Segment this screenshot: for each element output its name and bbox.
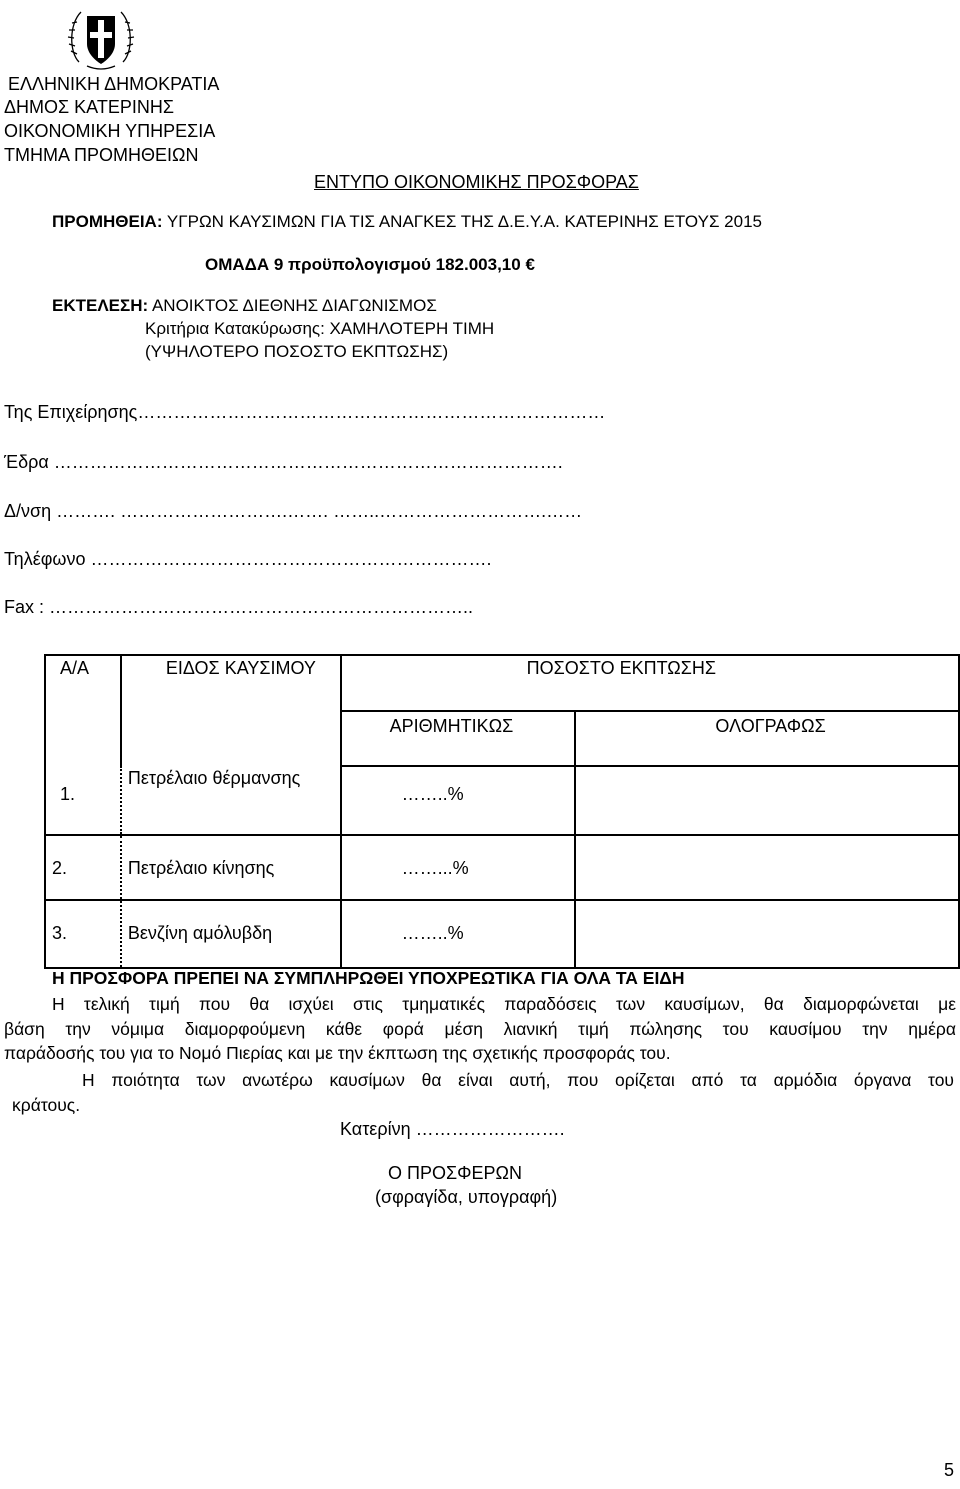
header-cell-in-words: [575, 711, 959, 766]
header-numeric-label: ΑΡΙΘΜΗΤΙΚΩΣ: [389, 716, 514, 736]
row-1-numeric[interactable]: [341, 766, 576, 835]
row-1-fuel-text: Πετρέλαιο θέρμανσης: [127, 768, 301, 788]
procurement-label: ΠΡΟΜΗΘΕΙΑ:: [52, 212, 163, 231]
header-line-procurement-dept: ΤΜΗΜΑ ΠΡΟΜΗΘΕΙΩΝ: [4, 145, 199, 165]
company-fax-label: Fax :: [4, 597, 45, 617]
notice-paragraph-1-line-1: [52, 993, 956, 1015]
page-number: 5: [943, 1460, 954, 1480]
row-3-numeric-text: ……..%: [401, 923, 464, 943]
company-address-label: Δ/νση: [4, 501, 52, 521]
header-in-words-label: ΟΛΟΓΡΑΦΩΣ: [715, 716, 826, 736]
award-criteria: Κριτήρια Κατακύρωσης: ΧΑΜΗΛΟΤΕΡΗ ΤΙΜΗ: [145, 319, 495, 338]
stamp-signature-note: (σφραγίδα, υπογραφή): [375, 1187, 558, 1207]
header-discount-label: ΠΟΣΟΣΤΟ ΕΚΠΤΩΣΗΣ: [526, 658, 716, 678]
company-name-dots: ……………………………………………………………………: [137, 402, 606, 422]
execution-line: [52, 295, 437, 316]
notice-p2-l1: Η ποιότητα των ανωτέρω καυσίμων θα είναι αυτή, που ορίζεται από τα αρμόδια όργανα του: [82, 1070, 954, 1090]
header-line-finance-service: ΟΙΚΟΝΟΜΙΚΗ ΥΠΗΡΕΣΙΑ: [4, 121, 216, 141]
header-aa-label: Α/Α: [60, 658, 90, 678]
header-cell-fuel-type: [121, 655, 341, 766]
row-3-fuel: [121, 900, 341, 968]
row-2-aa: [45, 835, 121, 900]
group-budget: ΟΜΑΔΑ 9 προϋπολογισμού 182.003,10 €: [205, 255, 535, 274]
procurement-value: ΥΓΡΩΝ ΚΑΥΣΙΜΩΝ ΓΙΑ ΤΙΣ ΑΝΑΓΚΕΣ ΤΗΣ Δ.Ε.Υ.Α. ΚΑΤΕΡΙΝΗΣ ΕΤΟΥΣ 2015: [166, 212, 762, 231]
fuel-discount-table: [44, 654, 960, 969]
notice-p1-l2: βάση την νόμιμα διαμορφούμενη κάθε φορά μέση λιανική τιμή πώλησης του καυσίμου την ημέρα: [4, 1019, 956, 1039]
row-1-fuel: [121, 766, 341, 835]
table-row: [45, 766, 959, 835]
company-phone-field[interactable]: [4, 548, 491, 570]
greek-coat-of-arms-icon: [65, 4, 137, 72]
header-cell-discount: [341, 655, 959, 711]
row-1-aa-text: 1.: [60, 784, 76, 804]
company-address-dots: ………. ……………………….……. ……..……………………….……: [56, 501, 583, 521]
header-fuel-type-label: ΕΙΔΟΣ ΚΑΥΣΙΜΟΥ: [165, 658, 316, 678]
row-2-in-words[interactable]: [575, 835, 959, 900]
header-line-municipality: ΔΗΜΟΣ ΚΑΤΕΡΙΝΗΣ: [4, 97, 174, 117]
table-row: [45, 900, 959, 968]
row-2-aa-text: 2.: [52, 858, 68, 878]
signature-place-date[interactable]: Κατερίνη …………………….: [340, 1119, 565, 1139]
company-name-field[interactable]: [4, 401, 605, 423]
company-fax-dots: ……………………………………………………………..: [49, 597, 474, 617]
row-2-fuel: [121, 835, 341, 900]
notice-p1-l1: Η τελική τιμή που θα ισχύει στις τμηματικές παραδόσεις των καυσίμων, θα διαμορφώνεται με: [52, 994, 956, 1014]
table-header-row: [45, 655, 959, 711]
company-seat-dots: ………………………………………………………………………….: [53, 452, 563, 472]
header-cell-numeric: [341, 711, 576, 766]
row-2-numeric-text: ……...%: [401, 858, 469, 878]
company-seat-label: Έδρα: [4, 452, 49, 472]
execution-label: ΕΚΤΕΛΕΣΗ:: [52, 296, 149, 315]
notice-paragraph-2-line-2: [12, 1094, 80, 1116]
procurement-line: [52, 211, 762, 232]
award-criteria-note: (ΥΨΗΛΟΤΕΡΟ ΠΟΣΟΣΤΟ ΕΚΠΤΩΣΗΣ): [145, 342, 449, 361]
row-1-in-words[interactable]: [575, 766, 959, 835]
row-3-fuel-text: Βενζίνη αμόλυβδη: [127, 923, 273, 943]
bidder-label: Ο ΠΡΟΣΦΕΡΩΝ: [388, 1163, 522, 1183]
row-3-in-words[interactable]: [575, 900, 959, 968]
execution-value: ΑΝΟΙΚΤΟΣ ΔΙΕΘΝΗΣ ΔΙΑΓΩΝΙΣΜΟΣ: [151, 296, 437, 315]
header-cell-aa: [45, 655, 121, 766]
row-2-fuel-text: Πετρέλαιο κίνησης: [127, 858, 275, 878]
row-3-aa-text: 3.: [52, 923, 68, 943]
row-3-aa: [45, 900, 121, 968]
notice-heading: Η ΠΡΟΣΦΟΡΑ ΠΡΕΠΕΙ ΝΑ ΣΥΜΠΛΗΡΩΘΕΙ ΥΠΟΧΡΕΩΤΙΚΑ ΓΙΑ ΟΛΑ ΤΑ ΕΙΔΗ: [52, 968, 685, 988]
notice-paragraph-2-line-1: [82, 1069, 954, 1091]
company-fax-field[interactable]: [4, 596, 473, 618]
company-seat-field[interactable]: [4, 451, 563, 473]
header-line-republic: ΕΛΛΗΝΙΚΗ ΔΗΜΟΚΡΑΤΙΑ: [8, 74, 220, 94]
form-title: ΕΝΤΥΠΟ ΟΙΚΟΝΟΜΙΚΗΣ ΠΡΟΣΦΟΡΑΣ: [314, 172, 639, 192]
row-3-numeric[interactable]: [341, 900, 576, 968]
table-row: [45, 835, 959, 900]
company-name-label: Της Επιχείρησης: [4, 402, 138, 422]
company-address-field[interactable]: [4, 500, 582, 522]
notice-p2-l2: κράτους.: [12, 1095, 81, 1115]
notice-paragraph-1-line-3: [4, 1042, 671, 1064]
notice-paragraph-1-line-2: [4, 1018, 956, 1040]
company-phone-dots: ………………………………………………………….: [90, 549, 492, 569]
row-1-aa: [45, 766, 121, 835]
row-1-numeric-text: ……..%: [401, 784, 464, 804]
row-2-numeric[interactable]: [341, 835, 576, 900]
notice-p1-l3: παράδοσής του για το Νομό Πιερίας και με την έκπτωση της σχετικής προσφοράς του.: [4, 1043, 671, 1063]
company-phone-label: Τηλέφωνο: [4, 549, 86, 569]
